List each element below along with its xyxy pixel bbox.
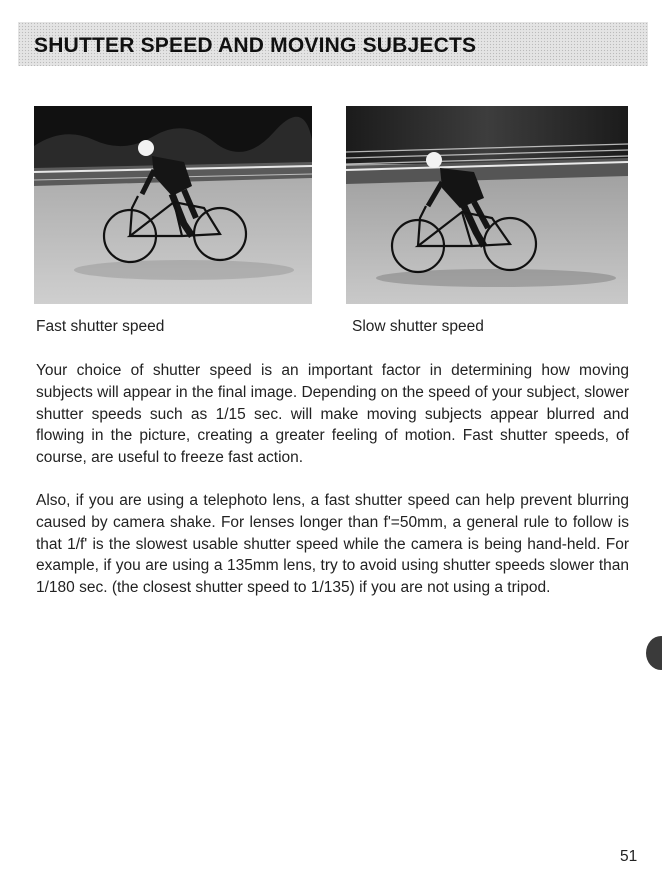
caption-slow-shutter: Slow shutter speed — [352, 318, 484, 335]
caption-fast-shutter: Fast shutter speed — [36, 318, 165, 335]
body-paragraph: Your choice of shutter speed is an important factor in determining how moving subjects will appear in the final image. Depending on the speed of your subject, slower shutter speeds such as 1/15 sec. will make moving subjects appear blurred and flowing in the picture, creating a greater feeling of motion. Fast shutter speeds, of course, are useful to freeze fast action. — [36, 362, 629, 467]
page-title: SHUTTER SPEED AND MOVING SUBJECTS — [34, 34, 477, 57]
section-tab-marker — [646, 636, 662, 670]
page-number: 51 — [620, 848, 638, 865]
photo-slow-shutter — [346, 106, 628, 304]
photo-fast-shutter — [34, 106, 312, 304]
body-paragraph: Also, if you are using a telephoto lens, a fast shutter speed can help prevent blurring caused by camera shake. For lenses longer than f'=50mm, a general rule to follow is that 1/f' is the slowest usable shutter speed while the camera is being hand-held. For example, if you are using a 135mm lens, try to avoid using shutter speeds slower than 1/180 sec. (the closest shutter speed to 1/135) if you are not using a tripod. — [36, 492, 629, 597]
